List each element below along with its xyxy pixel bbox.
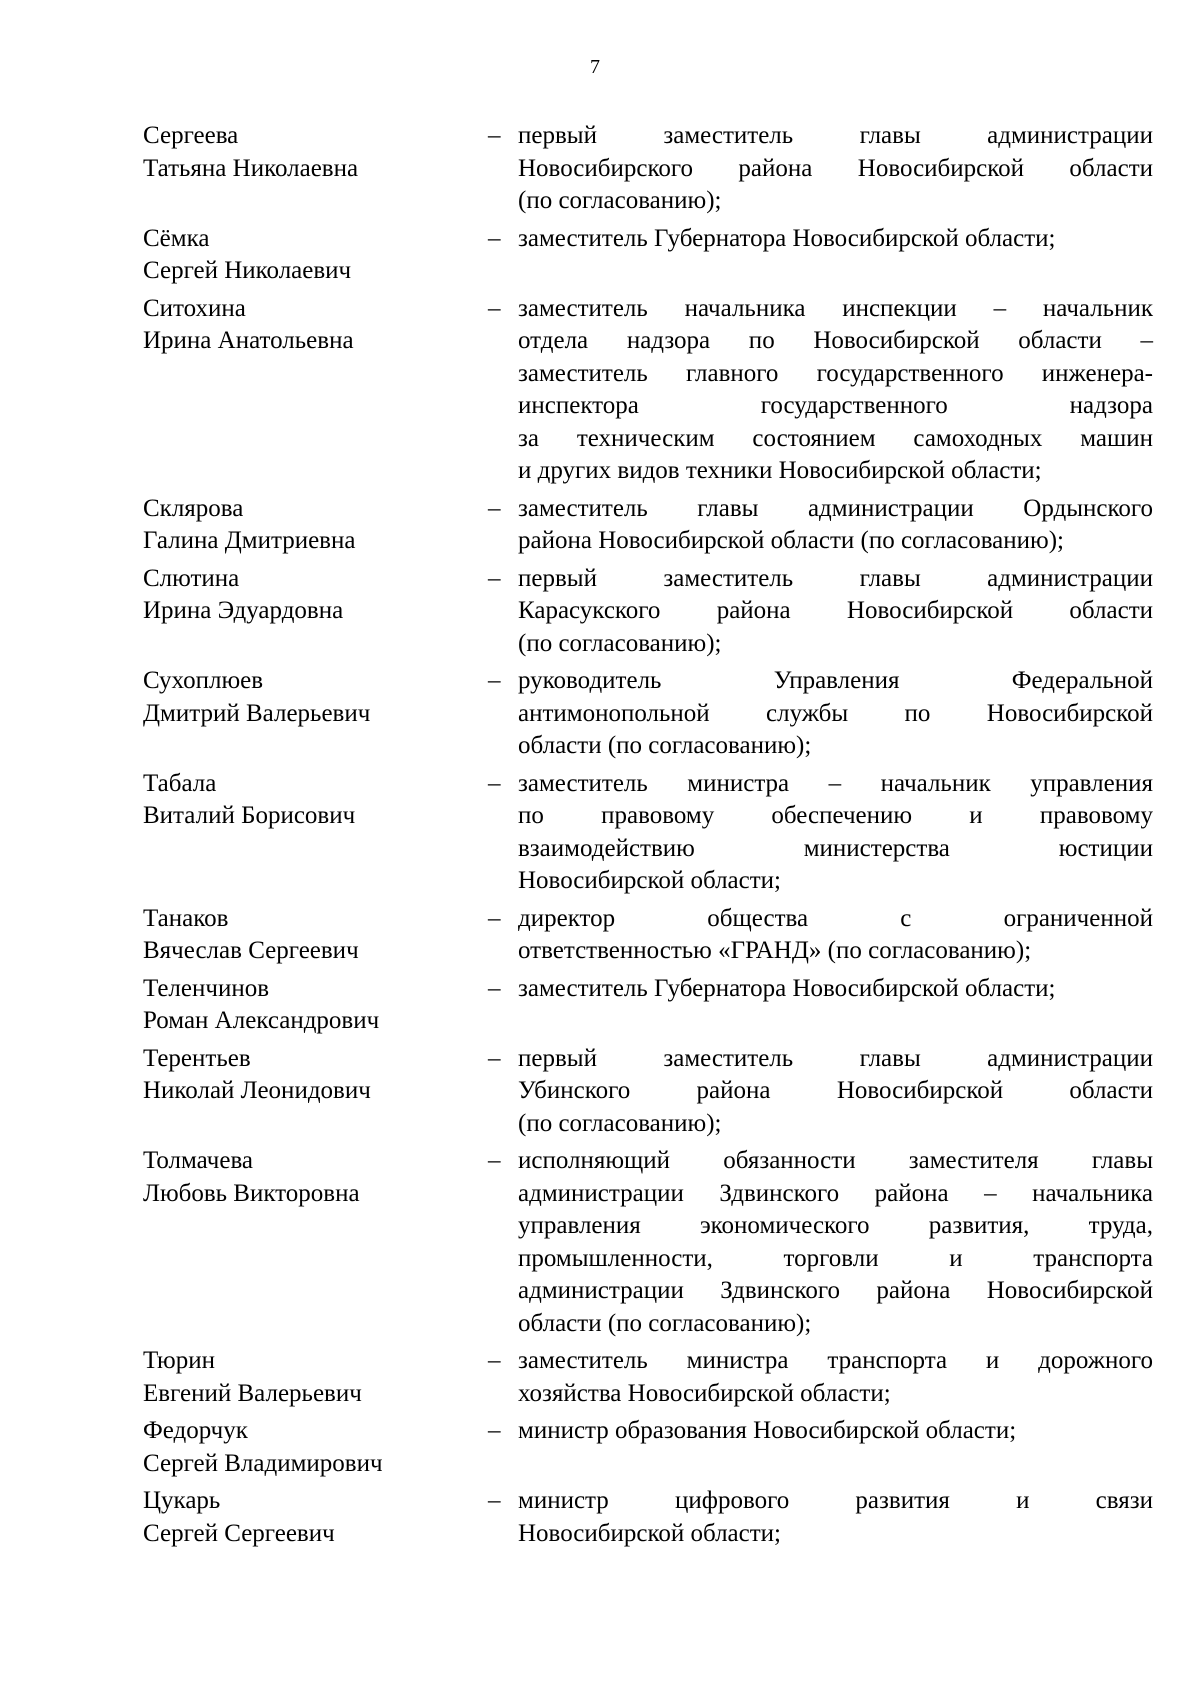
member-position xyxy=(518,1345,1153,1410)
separator-dash: – xyxy=(488,122,501,149)
separator-dash: – xyxy=(488,564,501,592)
position-line: Карасукского района Новосибирской области xyxy=(518,597,1153,624)
member-entry xyxy=(143,903,1153,968)
member-position xyxy=(518,768,1153,898)
member-entry xyxy=(143,1485,1153,1550)
position-line: ответственностью «ГРАНД» (по согласованию); xyxy=(518,937,1032,964)
position-line: первый заместитель главы администрации xyxy=(518,1044,1153,1072)
position-line: заместитель начальника инспекции – начальник xyxy=(518,294,1153,322)
position-line: области (по согласованию); xyxy=(518,732,812,759)
position-line: первый заместитель главы администрации xyxy=(518,122,1153,149)
member-surname: Толмачева xyxy=(143,1147,254,1174)
member-entry xyxy=(143,1415,1153,1480)
member-surname: Сухоплюев xyxy=(143,667,264,694)
member-name xyxy=(143,293,488,488)
position-line: за техническим состоянием самоходных машин xyxy=(518,424,1153,452)
member-given-names: Виталий Борисович xyxy=(143,802,356,829)
position-line: управления экономического развития, труда, xyxy=(518,1212,1153,1239)
position-line: (по согласованию); xyxy=(518,629,722,657)
member-surname: Склярова xyxy=(143,494,244,522)
member-surname: Тюрин xyxy=(143,1347,215,1374)
member-given-names: Сергей Николаевич xyxy=(143,257,352,284)
member-surname: Слютина xyxy=(143,564,240,592)
position-line: заместитель министра транспорта и дорожного xyxy=(518,1347,1153,1374)
member-name xyxy=(143,493,488,558)
position-line: заместитель Губернатора Новосибирской области; xyxy=(518,224,1056,252)
member-name xyxy=(143,768,488,898)
position-line: взаимодействию министерства юстиции xyxy=(518,834,1153,862)
member-entry xyxy=(143,1043,1153,1141)
member-surname: Федорчук xyxy=(143,1417,248,1444)
member-given-names: Николай Леонидович xyxy=(143,1077,371,1104)
member-name xyxy=(143,1415,488,1480)
member-position xyxy=(518,293,1153,488)
position-line: и других видов техники Новосибирской области; xyxy=(518,457,1042,484)
member-given-names: Любовь Викторовна xyxy=(143,1179,360,1207)
member-entry xyxy=(143,120,1153,218)
member-given-names: Дмитрий Валерьевич xyxy=(143,699,371,727)
member-position xyxy=(518,1485,1153,1550)
separator-dash: – xyxy=(488,224,501,252)
separator-dash: – xyxy=(488,494,501,522)
position-line: заместитель главного государственного инженера- xyxy=(518,359,1153,387)
position-line: первый заместитель главы администрации xyxy=(518,564,1153,592)
position-line: министр цифрового развития и связи xyxy=(518,1487,1153,1514)
position-line: директор общества с ограниченной xyxy=(518,904,1153,932)
member-surname: Табала xyxy=(143,769,217,797)
separator-dash: – xyxy=(488,769,501,797)
position-line: министр образования Новосибирской области; xyxy=(518,1417,1017,1444)
member-entry xyxy=(143,665,1153,763)
position-line: (по согласованию); xyxy=(518,1109,722,1137)
member-name xyxy=(143,1345,488,1410)
member-position xyxy=(518,1043,1153,1141)
member-surname: Сёмка xyxy=(143,224,210,252)
page-number: 7 xyxy=(590,56,600,78)
member-given-names: Сергей Владимирович xyxy=(143,1449,383,1477)
position-line: антимонопольной службы по Новосибирской xyxy=(518,699,1153,727)
member-entry xyxy=(143,223,1153,288)
position-line: (по согласованию); xyxy=(518,187,722,214)
separator-dash: – xyxy=(488,1147,501,1174)
member-position xyxy=(518,223,1153,288)
position-line: исполняющий обязанности заместителя главы xyxy=(518,1147,1153,1174)
member-given-names: Вячеслав Сергеевич xyxy=(143,937,359,964)
member-surname: Сергеева xyxy=(143,122,239,149)
commission-member-list xyxy=(143,120,1153,1555)
position-line: Новосибирского района Новосибирской области xyxy=(518,154,1153,182)
member-given-names: Татьяна Николаевна xyxy=(143,154,359,182)
member-surname: Терентьев xyxy=(143,1044,251,1072)
member-name xyxy=(143,903,488,968)
member-surname: Ситохина xyxy=(143,294,246,322)
position-line: области (по согласованию); xyxy=(518,1309,812,1337)
member-name xyxy=(143,1043,488,1141)
member-name xyxy=(143,973,488,1038)
member-name xyxy=(143,1145,488,1340)
member-position xyxy=(518,563,1153,661)
member-name xyxy=(143,120,488,218)
member-entry xyxy=(143,293,1153,488)
member-given-names: Галина Дмитриевна xyxy=(143,527,356,554)
separator-dash: – xyxy=(488,1417,501,1444)
member-surname: Теленчинов xyxy=(143,974,270,1002)
member-entry xyxy=(143,1345,1153,1410)
member-position xyxy=(518,665,1153,763)
member-entry xyxy=(143,768,1153,898)
separator-dash: – xyxy=(488,1487,501,1514)
member-given-names: Ирина Анатольевна xyxy=(143,327,354,354)
position-line: хозяйства Новосибирской области; xyxy=(518,1379,891,1407)
separator-dash: – xyxy=(488,1044,501,1072)
member-position xyxy=(518,903,1153,968)
member-name xyxy=(143,563,488,661)
member-given-names: Сергей Сергеевич xyxy=(143,1519,335,1547)
position-line: администрации Здвинского района – начальника xyxy=(518,1179,1153,1207)
member-position xyxy=(518,1415,1153,1480)
member-surname: Цукарь xyxy=(143,1487,221,1514)
position-line: заместитель главы администрации Ордынского xyxy=(518,494,1153,522)
separator-dash: – xyxy=(488,667,501,694)
position-line: Новосибирской области; xyxy=(518,867,782,894)
position-line: по правовому обеспечению и правовому xyxy=(518,802,1153,829)
position-line: отдела надзора по Новосибирской области – xyxy=(518,327,1153,354)
member-surname: Танаков xyxy=(143,904,229,932)
position-line: заместитель Губернатора Новосибирской области; xyxy=(518,974,1056,1002)
member-given-names: Роман Александрович xyxy=(143,1007,380,1034)
position-line: администрации Здвинского района Новосибирской xyxy=(518,1277,1153,1304)
member-position xyxy=(518,493,1153,558)
member-entry xyxy=(143,493,1153,558)
separator-dash: – xyxy=(488,974,501,1002)
member-position xyxy=(518,1145,1153,1340)
member-given-names: Евгений Валерьевич xyxy=(143,1379,362,1407)
member-name xyxy=(143,665,488,763)
position-line: Убинского района Новосибирской области xyxy=(518,1077,1153,1104)
member-name xyxy=(143,223,488,288)
member-entry xyxy=(143,563,1153,661)
position-line: заместитель министра – начальник управления xyxy=(518,769,1153,797)
separator-dash: – xyxy=(488,294,501,322)
member-position xyxy=(518,973,1153,1038)
position-line: промышленности, торговли и транспорта xyxy=(518,1244,1153,1272)
member-given-names: Ирина Эдуардовна xyxy=(143,597,344,624)
member-entry xyxy=(143,1145,1153,1340)
member-entry xyxy=(143,973,1153,1038)
position-line: инспектора государственного надзора xyxy=(518,392,1153,419)
position-line: руководитель Управления Федеральной xyxy=(518,667,1153,694)
separator-dash: – xyxy=(488,1347,501,1374)
position-line: Новосибирской области; xyxy=(518,1519,782,1547)
separator-dash: – xyxy=(488,904,501,932)
position-line: района Новосибирской области (по согласованию); xyxy=(518,527,1064,554)
member-name xyxy=(143,1485,488,1550)
member-position xyxy=(518,120,1153,218)
